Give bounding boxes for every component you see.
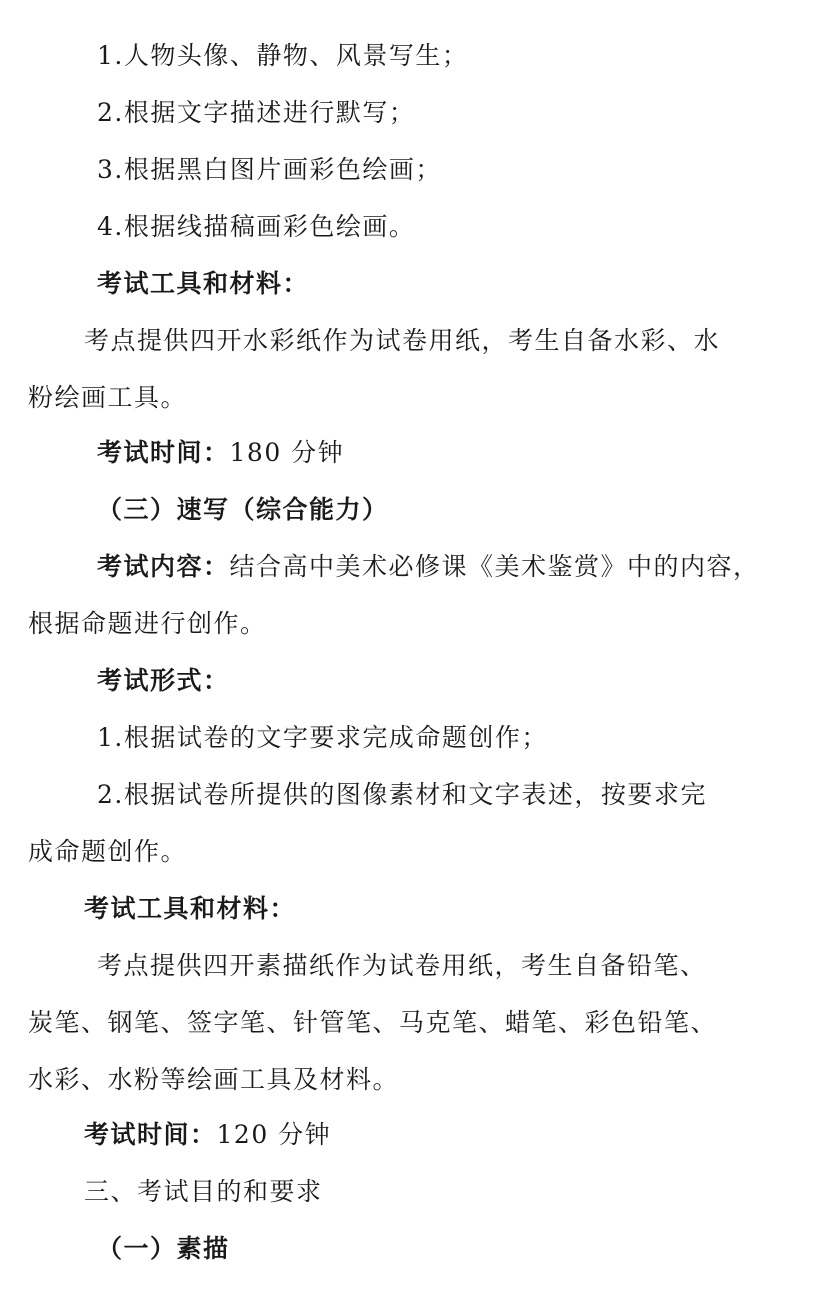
- list-item-1: 1.人物头像、静物、风景写生；: [97, 41, 469, 70]
- chapter-heading: 三、考试目的和要求: [84, 1177, 323, 1206]
- section-heading-sketching: （一）素描: [97, 1234, 230, 1263]
- tools-paragraph-line-2: 粉绘画工具。: [28, 383, 188, 412]
- exam-content-text: 结合高中美术必修课《美术鉴赏》中的内容，: [229, 552, 760, 581]
- list-item-2: 2.根据文字描述进行默写；: [97, 98, 416, 127]
- list-item-4: 4.根据线描稿画彩色绘画。: [97, 212, 416, 241]
- exam-time-value-2: 120 分钟: [216, 1120, 332, 1149]
- exam-time-value: 180 分钟: [229, 438, 345, 467]
- tools2-line-2: 炭笔、钢笔、签字笔、针管笔、马克笔、蜡笔、彩色铅笔、: [28, 1008, 718, 1037]
- exam-time-line-2: [84, 1119, 331, 1151]
- list-item-3: 3.根据黑白图片画彩色绘画；: [97, 155, 442, 184]
- tools2-line-3: 水彩、水粉等绘画工具及材料。: [28, 1065, 400, 1094]
- tools-paragraph-line-1: 考点提供四开水彩纸作为试卷用纸，考生自备水彩、水: [84, 326, 721, 355]
- exam-content-line-2: 根据命题进行创作。: [28, 609, 267, 638]
- exam-time-line: [97, 437, 344, 469]
- exam-content-line: [97, 551, 777, 583]
- tools-heading-2: 考试工具和材料：: [84, 894, 297, 923]
- format-item-2-line-2: 成命题创作。: [28, 837, 188, 866]
- exam-format-heading: 考试形式：: [97, 666, 230, 695]
- exam-time-label: 考试时间：: [97, 438, 230, 467]
- tools-heading: 考试工具和材料：: [97, 269, 310, 298]
- format-item-1: 1.根据试卷的文字要求完成命题创作；: [97, 723, 548, 752]
- exam-content-label: 考试内容：: [97, 552, 230, 581]
- section-heading-sketch: （三）速写（综合能力）: [97, 495, 389, 524]
- format-item-2-line-1: 2.根据试卷所提供的图像素材和文字表述，按要求完: [97, 780, 707, 809]
- tools2-line-1: 考点提供四开素描纸作为试卷用纸，考生自备铅笔、: [97, 951, 707, 980]
- exam-time-label-2: 考试时间：: [84, 1120, 217, 1149]
